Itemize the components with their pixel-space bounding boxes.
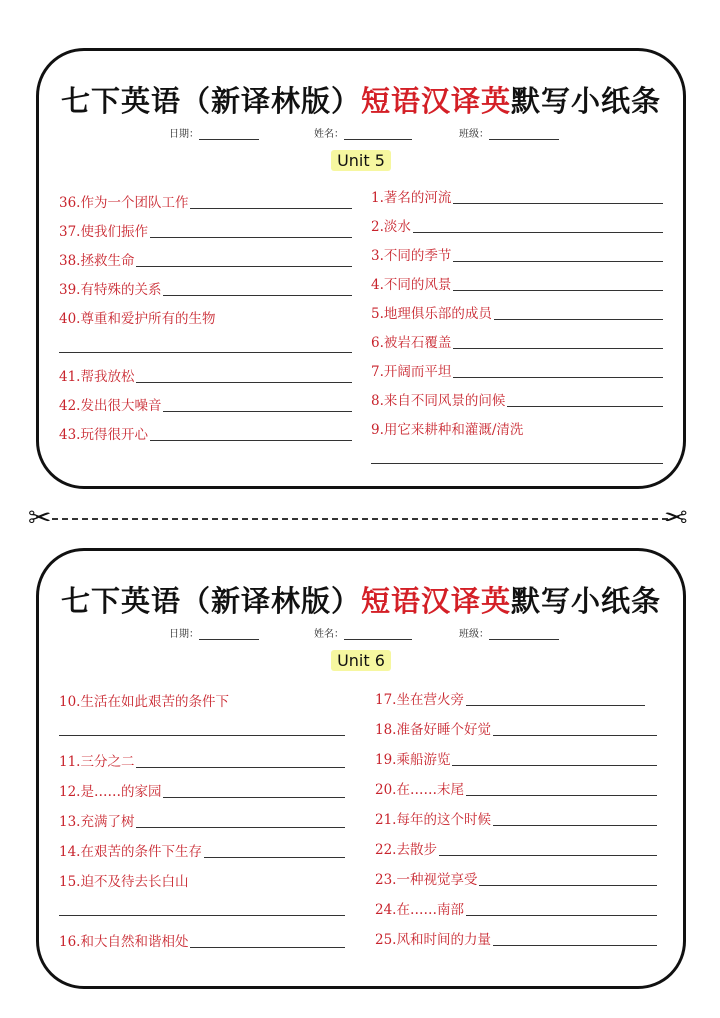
- list-item[interactable]: [59, 839, 345, 861]
- header-fields: [39, 121, 683, 143]
- scissors-icon: ✂: [28, 501, 52, 534]
- answer-blank[interactable]: [453, 347, 663, 349]
- class-blank[interactable]: [489, 628, 559, 640]
- card-title: [39, 79, 683, 120]
- list-item[interactable]: [59, 248, 352, 270]
- item-label: 9.用它来耕种和灌溉/清洗: [371, 422, 524, 438]
- list-item: [59, 689, 345, 711]
- title-tail: 默写小纸条: [511, 84, 662, 118]
- answer-blank[interactable]: [452, 764, 657, 766]
- item-label: 12.是……的家园: [59, 784, 162, 800]
- item-label: 4.不同的风景: [371, 277, 452, 293]
- answer-blank[interactable]: [453, 376, 663, 378]
- class-label: 班级：: [459, 129, 489, 140]
- answer-blank[interactable]: [479, 884, 657, 886]
- list-item[interactable]: [371, 330, 663, 352]
- item-label: 39.有特殊的关系: [59, 282, 162, 298]
- list-item[interactable]: [59, 929, 345, 951]
- list-item[interactable]: [59, 809, 345, 831]
- list-item: [59, 869, 345, 891]
- list-item: [59, 306, 352, 328]
- name-field[interactable]: [314, 125, 412, 140]
- item-label: 2.淡水: [371, 219, 411, 235]
- item-label: 11.三分之二: [59, 754, 135, 770]
- name-label: 姓名：: [314, 129, 344, 140]
- name-label: 姓名：: [314, 629, 344, 640]
- unit-heading: [39, 151, 683, 170]
- class-field[interactable]: [459, 625, 559, 640]
- list-item[interactable]: [59, 393, 352, 415]
- item-label: 20.在……末尾: [375, 782, 464, 798]
- list-item[interactable]: [371, 272, 663, 294]
- title-black: 七下英语（新译林版）: [60, 84, 361, 118]
- list-item[interactable]: [371, 388, 663, 410]
- class-field[interactable]: [459, 125, 559, 140]
- item-label: 22.去散步: [375, 842, 437, 858]
- list-item[interactable]: [375, 747, 657, 769]
- class-blank[interactable]: [489, 128, 559, 140]
- item-label: 16.和大自然和谐相处: [59, 934, 189, 950]
- unit-heading: [39, 651, 683, 670]
- list-item[interactable]: [375, 687, 645, 709]
- item-label: 19.乘船游览: [375, 752, 451, 768]
- list-item[interactable]: [59, 219, 352, 241]
- answer-blank[interactable]: [190, 207, 352, 209]
- answer-blank[interactable]: [59, 914, 345, 916]
- list-item[interactable]: [371, 301, 663, 323]
- item-label: 8.来自不同风景的问候: [371, 393, 506, 409]
- answer-blank[interactable]: [466, 794, 657, 796]
- dictation-card-unit-6: [36, 548, 686, 989]
- item-label: 36.作为一个团队工作: [59, 195, 189, 211]
- item-label: 10.生活在如此艰苦的条件下: [59, 694, 229, 710]
- list-item[interactable]: [371, 359, 663, 381]
- item-label: 6.被岩石覆盖: [371, 335, 452, 351]
- answer-blank[interactable]: [136, 381, 352, 383]
- header-fields: [39, 621, 683, 643]
- answer-blank[interactable]: [150, 236, 352, 238]
- date-field[interactable]: [169, 125, 259, 140]
- answer-blank[interactable]: [59, 351, 352, 353]
- list-item[interactable]: [375, 777, 657, 799]
- item-label: 1.著名的河流: [371, 190, 452, 206]
- title-red: 短语汉译英: [360, 584, 511, 618]
- answer-blank[interactable]: [493, 944, 657, 946]
- answer-blank[interactable]: [163, 410, 352, 412]
- item-label: 24.在……南部: [375, 902, 464, 918]
- answer-blank[interactable]: [466, 704, 645, 706]
- answer-blank[interactable]: [59, 734, 345, 736]
- answer-blank[interactable]: [453, 260, 663, 262]
- answer-blank[interactable]: [439, 854, 657, 856]
- list-item[interactable]: [371, 185, 663, 207]
- date-blank[interactable]: [199, 128, 259, 140]
- unit-label: Unit 6: [331, 650, 391, 671]
- answer-blank[interactable]: [204, 856, 345, 858]
- item-label: 17.坐在营火旁: [375, 692, 464, 708]
- answer-blank[interactable]: [136, 766, 345, 768]
- list-item: [371, 417, 663, 439]
- unit-label: Unit 5: [331, 150, 391, 171]
- answer-blank[interactable]: [493, 734, 657, 736]
- answer-blank[interactable]: [466, 914, 657, 916]
- item-label: 43.玩得很开心: [59, 427, 148, 443]
- list-item[interactable]: [375, 807, 657, 829]
- item-label: 5.地理俱乐部的成员: [371, 306, 492, 322]
- list-item[interactable]: [59, 277, 352, 299]
- answer-blank[interactable]: [163, 294, 352, 296]
- list-item[interactable]: [375, 837, 657, 859]
- name-blank[interactable]: [344, 128, 412, 140]
- answer-blank[interactable]: [453, 202, 663, 204]
- date-blank[interactable]: [199, 628, 259, 640]
- cut-line-divider: [52, 518, 668, 520]
- answer-blank[interactable]: [413, 231, 663, 233]
- scissors-icon: ✂: [664, 501, 688, 534]
- list-item[interactable]: [59, 422, 352, 444]
- date-field[interactable]: [169, 625, 259, 640]
- answer-blank[interactable]: [371, 462, 663, 464]
- answer-blank[interactable]: [190, 946, 345, 948]
- answer-blank[interactable]: [453, 289, 663, 291]
- date-label: 日期：: [169, 129, 199, 140]
- list-item[interactable]: [59, 190, 352, 212]
- item-label: 40.尊重和爱护所有的生物: [59, 311, 216, 327]
- item-label: 18.准备好睡个好觉: [375, 722, 491, 738]
- card-title: [39, 579, 683, 620]
- item-label: 25.风和时间的力量: [375, 932, 491, 948]
- item-label: 38.拯救生命: [59, 253, 135, 269]
- item-label: 7.开阔而平坦: [371, 364, 452, 380]
- item-label: 14.在艰苦的条件下生存: [59, 844, 202, 860]
- item-label: 21.每年的这个时候: [375, 812, 491, 828]
- item-label: 13.充满了树: [59, 814, 135, 830]
- list-item[interactable]: [375, 897, 657, 919]
- answer-blank[interactable]: [150, 439, 352, 441]
- list-item[interactable]: [59, 749, 345, 771]
- answer-blank[interactable]: [507, 405, 663, 407]
- item-label: 15.迫不及待去长白山: [59, 874, 189, 890]
- name-blank[interactable]: [344, 628, 412, 640]
- list-item[interactable]: [375, 867, 657, 889]
- item-label: 23.一种视觉享受: [375, 872, 478, 888]
- list-item[interactable]: [371, 214, 663, 236]
- dictation-card-unit-5: [36, 48, 686, 489]
- item-label: 37.使我们振作: [59, 224, 148, 240]
- list-item[interactable]: [59, 779, 345, 801]
- item-label: 41.帮我放松: [59, 369, 135, 385]
- answer-blank[interactable]: [494, 318, 663, 320]
- answer-blank[interactable]: [493, 824, 657, 826]
- list-item[interactable]: [375, 717, 657, 739]
- answer-blank[interactable]: [163, 796, 345, 798]
- answer-blank[interactable]: [136, 265, 352, 267]
- list-item[interactable]: [371, 243, 663, 265]
- list-item[interactable]: [59, 364, 352, 386]
- class-label: 班级：: [459, 629, 489, 640]
- name-field[interactable]: [314, 625, 412, 640]
- title-black: 七下英语（新译林版）: [60, 584, 361, 618]
- item-label: 42.发出很大噪音: [59, 398, 162, 414]
- title-red: 短语汉译英: [360, 84, 511, 118]
- title-tail: 默写小纸条: [511, 584, 662, 618]
- list-item[interactable]: [375, 927, 657, 949]
- item-label: 3.不同的季节: [371, 248, 452, 264]
- answer-blank[interactable]: [136, 826, 345, 828]
- date-label: 日期：: [169, 629, 199, 640]
